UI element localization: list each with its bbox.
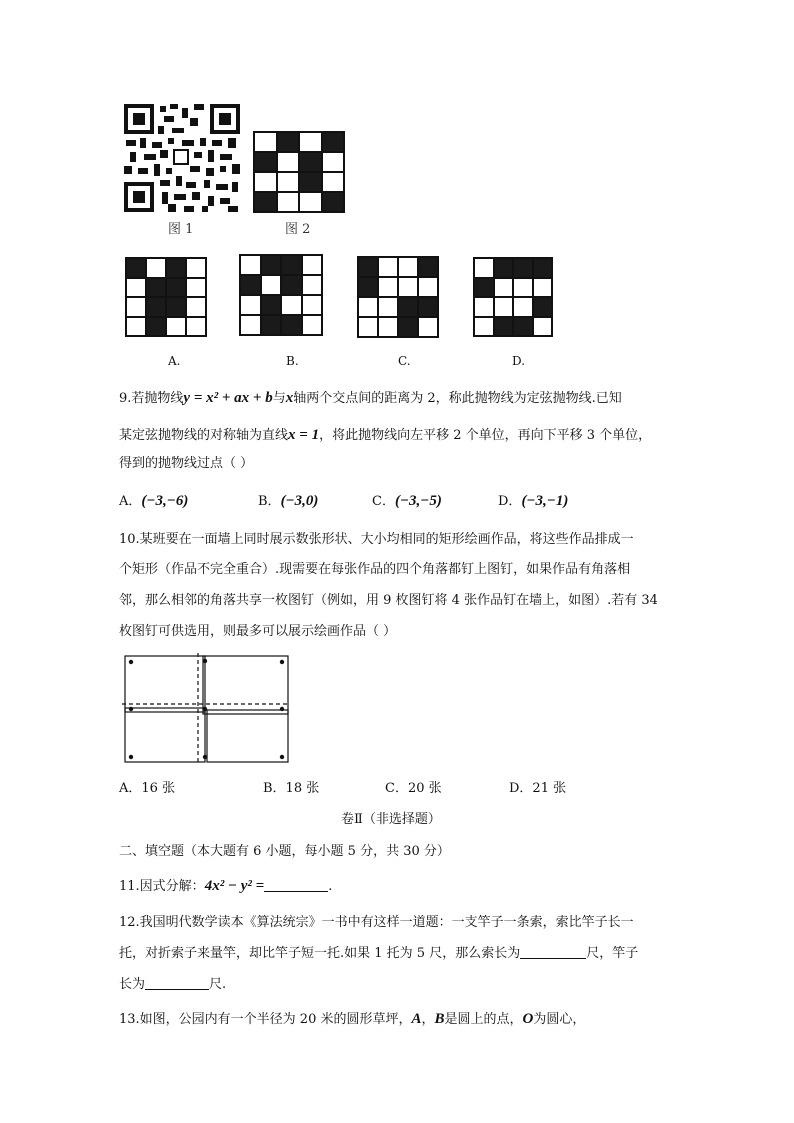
q11-text: 11.因式分解： xyxy=(119,879,205,894)
point-a: A xyxy=(411,1011,422,1027)
pinned-artworks-figure xyxy=(122,653,290,765)
option-value: (−3,−5) xyxy=(394,493,442,509)
white-cell xyxy=(494,278,514,298)
black-cell xyxy=(261,255,282,275)
option-a-label: A. xyxy=(168,354,181,368)
black-cell xyxy=(358,277,378,297)
q10-line-3: 邻，那么相邻的角落共享一枚图钉（例如，用 9 枚图钉将 4 张作品钉在墙上，如图）.若有 34 xyxy=(119,593,658,608)
q9-option-c xyxy=(372,491,442,512)
black-cell xyxy=(418,257,438,277)
black-cell xyxy=(254,192,277,212)
q12-line-2 xyxy=(119,944,638,964)
white-cell xyxy=(513,297,533,317)
black-cell xyxy=(281,255,302,275)
black-cell xyxy=(261,315,282,335)
section-title: 卷Ⅱ（非选择题） xyxy=(341,812,441,827)
white-cell xyxy=(358,297,378,317)
option-a-grid xyxy=(125,257,207,337)
q10-option-d: D．21 张 xyxy=(509,781,567,796)
q9-line-3: 得到的抛物线过点（ ） xyxy=(119,456,254,471)
white-cell xyxy=(186,278,206,298)
option-label: B． xyxy=(258,494,281,509)
black-cell xyxy=(494,258,514,278)
white-cell xyxy=(513,278,533,298)
qr-code-figure xyxy=(124,104,240,212)
white-cell xyxy=(277,172,300,192)
point-o: O xyxy=(522,1011,534,1027)
q12-line-1: 12.我国明代数学读本《算法统宗》一书中有这样一道题：一支竿子一条索，索比竿子长一 xyxy=(119,915,634,930)
q10-line-1: 10.某班要在一面墙上同时展示数张形状、大小均相同的矩形绘画作品，将这些作品排成一 xyxy=(119,532,634,547)
option-value: (−3,−6) xyxy=(141,493,189,509)
q11 xyxy=(119,876,332,897)
white-cell xyxy=(240,295,261,315)
white-cell xyxy=(277,152,300,172)
black-cell xyxy=(254,152,277,172)
black-cell xyxy=(146,297,166,317)
answer-blank[interactable] xyxy=(264,877,328,892)
white-cell xyxy=(533,317,553,337)
white-cell xyxy=(254,132,277,152)
white-cell xyxy=(322,152,345,172)
figure-1-caption: 图 1 xyxy=(168,222,194,237)
q13-line-1 xyxy=(119,1009,585,1030)
black-cell xyxy=(281,275,302,295)
q9-option-d xyxy=(498,491,568,512)
q9-option-a xyxy=(119,491,188,512)
white-cell xyxy=(302,295,323,315)
q12-text: 托，对折索子来量竿，却比竿子短一托.如果 1 托为 5 尺，那么索长为 xyxy=(119,946,521,961)
q10-line-4: 枚图钉可供选用，则最多可以展示绘画作品（ ） xyxy=(119,624,397,639)
white-cell xyxy=(299,132,322,152)
q9-text: 9.若抛物线 xyxy=(119,391,184,406)
option-label: A． xyxy=(119,494,142,509)
white-cell xyxy=(186,297,206,317)
white-cell xyxy=(126,317,146,337)
figure-2-grid xyxy=(253,131,345,213)
q10-option-a: A．16 张 xyxy=(119,781,176,796)
white-cell xyxy=(146,258,166,278)
option-c-grid xyxy=(357,256,439,338)
q9-text: 与 xyxy=(272,391,286,406)
white-cell xyxy=(418,317,438,337)
q9-text: ，将此抛物线向左平移 2 个单位，再向下平移 3 个单位， xyxy=(319,428,652,443)
black-cell xyxy=(322,132,345,152)
white-cell xyxy=(302,255,323,275)
black-cell xyxy=(281,315,302,335)
black-cell xyxy=(418,297,438,317)
white-cell xyxy=(302,315,323,335)
figure-2-caption: 图 2 xyxy=(285,222,311,237)
white-cell xyxy=(281,295,302,315)
black-cell xyxy=(398,317,418,337)
black-cell xyxy=(533,297,553,317)
q12-text: 长为 xyxy=(119,977,146,992)
white-cell xyxy=(240,315,261,335)
q9-text: 轴两个交点间的距离为 2，称此抛物线为定弦抛物线.已知 xyxy=(293,391,622,406)
point-b: B xyxy=(434,1011,445,1027)
black-cell xyxy=(398,297,418,317)
q13-text: 为圆心， xyxy=(533,1012,586,1027)
white-cell xyxy=(126,278,146,298)
q12-text: 尺. xyxy=(209,977,227,992)
black-cell xyxy=(513,317,533,337)
q10-option-b: B．18 张 xyxy=(263,781,320,796)
option-label: C． xyxy=(372,494,395,509)
q10-option-c: C．20 张 xyxy=(385,781,442,796)
white-cell xyxy=(240,255,261,275)
black-cell xyxy=(240,275,261,295)
q12-line-3 xyxy=(119,975,226,995)
option-d-label: D. xyxy=(512,354,526,368)
white-cell xyxy=(186,258,206,278)
white-cell xyxy=(398,277,418,297)
q9-equation: x = 1 xyxy=(288,427,320,443)
white-cell xyxy=(299,192,322,212)
white-cell xyxy=(186,317,206,337)
white-cell xyxy=(322,172,345,192)
white-cell xyxy=(126,297,146,317)
white-cell xyxy=(378,317,398,337)
q9-line-2 xyxy=(119,425,651,446)
black-cell xyxy=(533,258,553,278)
black-cell xyxy=(126,258,146,278)
white-cell xyxy=(474,258,494,278)
option-b-label: B. xyxy=(286,354,299,368)
part-2-title: 二、填空题（本大题有 6 小题，每小题 5 分，共 30 分） xyxy=(119,844,450,859)
white-cell xyxy=(378,257,398,277)
option-label: D． xyxy=(498,494,522,509)
q12-text: 尺，竿子 xyxy=(586,946,639,961)
q11-text: . xyxy=(328,879,333,894)
option-b-grid xyxy=(239,254,323,336)
black-cell xyxy=(299,172,322,192)
option-d-grid xyxy=(473,257,553,337)
option-value: (−3,0) xyxy=(280,493,319,509)
black-cell xyxy=(166,297,186,317)
q9-equation: y = x² + ax + b xyxy=(183,390,273,406)
black-cell xyxy=(358,257,378,277)
option-c-label: C. xyxy=(398,354,411,368)
q9-variable: x xyxy=(285,390,294,406)
white-cell xyxy=(302,275,323,295)
q13-text: ， xyxy=(421,1012,435,1027)
black-cell xyxy=(146,317,166,337)
white-cell xyxy=(254,172,277,192)
answer-blank[interactable] xyxy=(520,944,586,959)
black-cell xyxy=(299,152,322,172)
white-cell xyxy=(166,317,186,337)
white-cell xyxy=(533,278,553,298)
q9-line-1 xyxy=(119,388,622,409)
q13-text: 是圆上的点， xyxy=(444,1012,523,1027)
white-cell xyxy=(277,192,300,212)
white-cell xyxy=(358,317,378,337)
q9-text: 某定弦抛物线的对称轴为直线 xyxy=(119,428,289,443)
black-cell xyxy=(513,258,533,278)
white-cell xyxy=(398,257,418,277)
white-cell xyxy=(378,297,398,317)
answer-blank[interactable] xyxy=(145,975,209,990)
white-cell xyxy=(474,317,494,337)
black-cell xyxy=(166,278,186,298)
option-value: (−3,−1) xyxy=(521,493,569,509)
q11-expression: 4x² − y² = xyxy=(204,878,265,894)
black-cell xyxy=(494,317,514,337)
black-cell xyxy=(146,278,166,298)
black-cell xyxy=(166,258,186,278)
black-cell xyxy=(277,132,300,152)
white-cell xyxy=(474,297,494,317)
q13-text: 13.如图，公园内有一个半径为 20 米的圆形草坪， xyxy=(119,1012,412,1027)
q10-line-2: 个矩形（作品不完全重合）.现需要在每张作品的四个角落都钉上图钉，如果作品有角落相 xyxy=(119,562,631,577)
white-cell xyxy=(494,297,514,317)
white-cell xyxy=(418,277,438,297)
q9-option-b xyxy=(258,491,318,512)
black-cell xyxy=(474,278,494,298)
black-cell xyxy=(261,295,282,315)
white-cell xyxy=(261,275,282,295)
white-cell xyxy=(378,277,398,297)
black-cell xyxy=(322,192,345,212)
